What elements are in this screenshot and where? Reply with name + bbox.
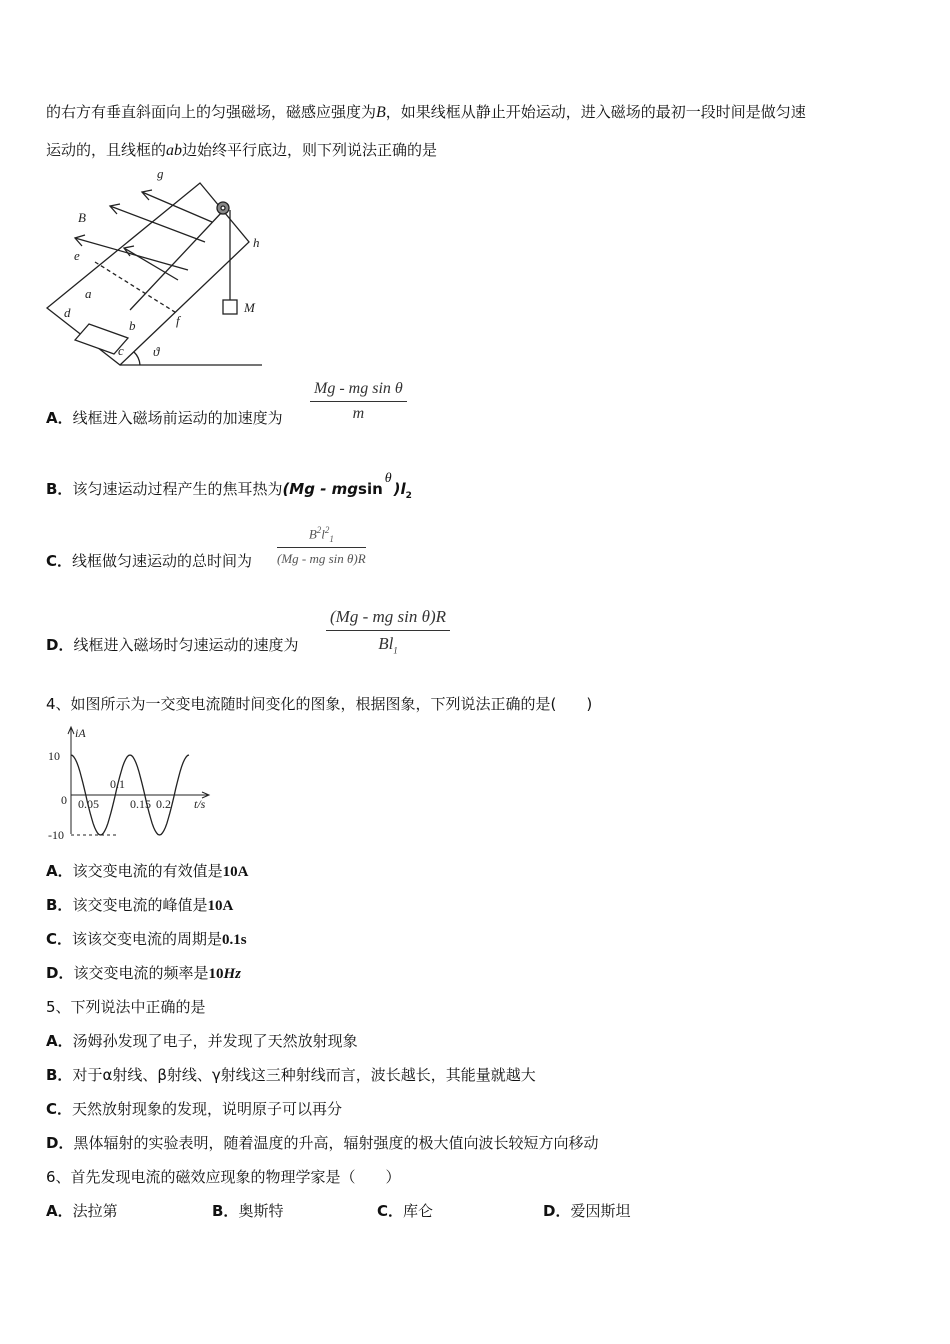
intro-line-1: 的右方有垂直斜面向上的匀强磁场，磁感应强度为B，如果线框从静止开始运动，进入磁场的最初一段时间是做匀速: [46, 103, 806, 121]
field-arrow: [75, 238, 188, 270]
field-arrow: [110, 206, 205, 242]
q3-option-c: C．线框做匀速运动的总时间为: [46, 552, 253, 570]
field-arrow: [142, 192, 212, 222]
y-tick-neg10: -10: [48, 828, 64, 842]
q5-option-c: C．天然放射现象的发现，说明原子可以再分: [46, 1100, 343, 1118]
y-axis-label: iA: [75, 726, 86, 740]
q3-a-fraction: $\frac{\text{Mg - mg sin θ}}{m}$: [310, 380, 407, 423]
x-tick-0.15: 0.15: [130, 797, 151, 811]
label-h: h: [253, 235, 260, 250]
label-a: a: [85, 286, 92, 301]
q4-option-a: A．该交变电流的有效值是10A: [46, 862, 249, 880]
q3-option-a: A．线框进入磁场前运动的加速度为: [46, 409, 283, 427]
label-f: f: [176, 313, 180, 328]
x-tick-0.2: 0.2: [156, 797, 171, 811]
q3-c-fraction: $\frac{B^2l^2_1}{\text{(Mg - mg sin θ)R}}$: [277, 525, 366, 566]
x-axis-label: t/s: [194, 797, 206, 811]
y-tick-10: 10: [48, 749, 60, 763]
label-b: b: [129, 318, 136, 333]
q4-option-c: C．该该交变电流的周期是0.1s: [46, 930, 247, 948]
field-arrow: [124, 248, 178, 280]
q4-stem: 4、如图所示为一交变电流随时间变化的图象，根据图象，下列说法正确的是( ): [46, 695, 593, 713]
intro-line-2: 运动的，且线框的ab边始终平行底边，则下列说法正确的是: [46, 141, 438, 159]
x-tick-0.05: 0.05: [78, 797, 99, 811]
q4-option-b: B．该交变电流的峰值是10A: [46, 896, 234, 914]
label-B: B: [78, 210, 86, 225]
label-c: c: [118, 343, 124, 358]
q4-option-d: D．该交变电流的频率是10Hz: [46, 964, 241, 982]
q5-option-b: B．对于α射线、β射线、γ射线这三种射线而言，波长越长，其能量就越大: [46, 1066, 536, 1084]
q3-d-fraction: $\frac{\text{(Mg - mg sin θ)R}}{Bl_1}$: [326, 607, 450, 655]
q5-option-a: A．汤姆孙发现了电子，并发现了天然放射现象: [46, 1032, 358, 1050]
q5-option-d: D．黑体辐射的实验表明，随着温度的升高，辐射强度的极大值向波长较短方向移动: [46, 1134, 599, 1152]
label-M: M: [244, 300, 255, 315]
q6-option-b: B．奥斯特: [212, 1202, 284, 1220]
q3-option-b: B．该匀速运动过程产生的焦耳热为$(Mg - mgsin\theta)l_2$: [46, 471, 412, 501]
label-g: g: [157, 166, 164, 181]
q3-option-d: D．线框进入磁场时匀速运动的速度为: [46, 636, 299, 654]
q6-option-d: D．爱因斯坦: [543, 1202, 631, 1220]
q5-stem: 5、下列说法中正确的是: [46, 998, 206, 1016]
mass-block: [223, 300, 237, 314]
label-d: d: [64, 305, 71, 320]
boundary-ef: [95, 262, 178, 314]
x-tick-0.1: 0.1: [110, 777, 125, 791]
q6-option-a: A．法拉第: [46, 1202, 118, 1220]
angle-arc: [134, 352, 140, 365]
q6-stem: 6、首先发现电流的磁效应现象的物理学家是（ ）: [46, 1168, 401, 1186]
q6-option-c: C．库仑: [377, 1202, 434, 1220]
label-e: e: [74, 248, 80, 263]
label-theta: ϑ: [153, 344, 160, 359]
y-tick-0: 0: [61, 793, 67, 807]
ac-current-chart: [44, 722, 219, 847]
incline-figure: [40, 162, 280, 372]
rope-to-frame: [130, 212, 222, 310]
